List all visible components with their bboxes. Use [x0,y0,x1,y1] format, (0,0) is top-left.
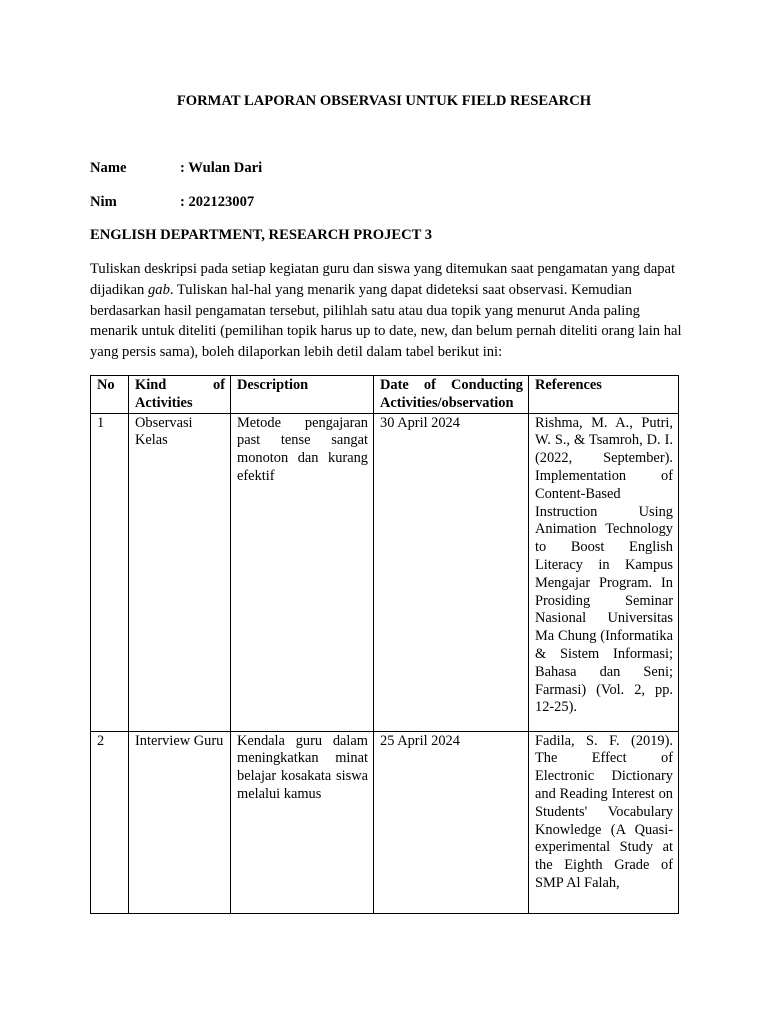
row-references: Rishma, M. A., Putri, W. S., & Tsamroh, D. I. (2022, September). Implementation of Content-Based Instruction Using Animation Technology to Boost English Literacy in Kampus Mengajar Program. In Prosiding Seminar Nasional Universitas Ma Chung (Informatika & Sistem Informasi; Bahasa dan Seni; Farmasi) (Vol. 2, pp. 12-25). [529,413,679,731]
instructions-paragraph [90,259,690,363]
table-row [91,731,679,913]
nim-field [90,194,254,211]
name-value: : Wulan Dari [180,160,263,176]
row-kind: Interview Guru [129,731,231,913]
row-description: Metode pengajaran past tense sangat monoton dan kurang efektif [231,413,374,731]
row-no: 2 [91,731,129,913]
nim-label: Nim [90,194,117,210]
row-description: Kendala guru dalam meningkatkan minat belajar kosakata siswa melalui kamus [231,731,374,913]
observation-table [90,375,679,914]
row-kind: Observasi Kelas [129,413,231,731]
header-date: Date of Conducting Activities/observation [374,376,529,414]
instructions-text-2: . Tuliskan hal-hal yang menarik yang dapat dideteksi saat observasi. Kemudian berdasarkan hasil pengamatan tersebut, pilihlah satu atau dua topik yang menurut Anda paling menarik untuk diteliti (pemilihan topik harus up to date, new, dan belum pernah diteliti orang lain hal yang persis sama), boleh dilaporkan lebih detil dalam tabel berikut ini: [90,281,682,361]
row-date: 30 April 2024 [374,413,529,731]
row-date: 25 April 2024 [374,731,529,913]
header-kind: Kind of Activities [129,376,231,414]
table-header-row [91,376,679,414]
instructions-text-1: Tuliskan deskripsi pada setiap kegiatan guru dan siswa yang ditemukan saat pengamatan yang dapat dijadikan [90,261,676,298]
header-description: Description [231,376,374,414]
header-references: References [529,376,679,414]
row-references: Fadila, S. F. (2019). The Effect of Electronic Dictionary and Reading Interest on Students' Vocabulary Knowledge (A Quasi-experimental Study at the Eighth Grade of SMP Al Falah, [529,731,679,913]
document-title: FORMAT LAPORAN OBSERVASI UNTUK FIELD RESEARCH [176,93,592,109]
header-no: No [91,376,129,414]
table-row [91,413,679,731]
nim-value: : 202123007 [180,194,255,210]
instructions-emphasis: gab [147,281,170,298]
name-field [90,160,262,177]
row-no: 1 [91,413,129,731]
name-label: Name [90,160,127,176]
department-heading: ENGLISH DEPARTMENT, RESEARCH PROJECT 3 [90,227,433,243]
